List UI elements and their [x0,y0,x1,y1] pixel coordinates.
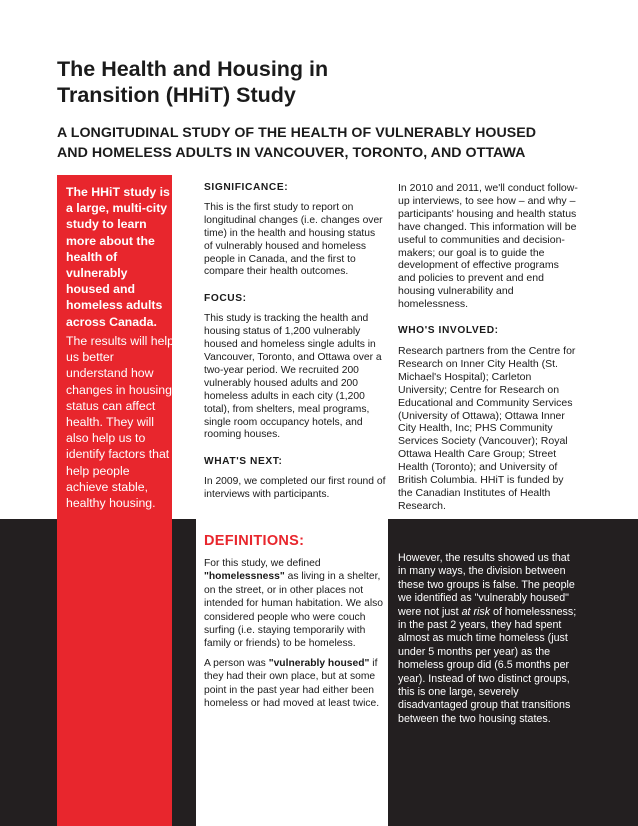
whos-involved-heading: WHO'S INVOLVED: [398,325,499,337]
whos-involved-text: Research partners from the Centre for Research on Inner City Health (St. Michael's Hospital); Carleton University; Centre for Research on Educational and Community Services (University of Ottawa); Ottawa Inner City Health, Inc; PHS Community Services Society (Vancouver); Royal Ottawa Health Care Group; Street Health (Toronto); and University of British Columbia. HHiT is funded by the Canadian Institutes of Health Research. [398,344,576,512]
sidebar-body-text: The results will help us better understand how changes in housing status can affect health. They will also help us to identify factors that help people achieve stable, healthy housing. [66,334,174,511]
middle-column [204,182,386,511]
def-term-vulnerably-housed: "vulnerably housed" [268,657,370,669]
results-after: of homelessness; in the past 2 years, they had spent almost as much time homeless (just under 5 months per year) as the homeless group did (6.5 months per year). Instead of two distinct groups, this is one large, severely disadvantaged group that transitions between the two housing states. [398,605,577,725]
definitions-right-text [398,552,580,726]
def-term-homelessness: "homelessness" [204,571,285,583]
focus-text: This study is tracking the health and housing status of 1,200 vulnerably housed and homeless single adults in Vancouver, Toronto, and Ottawa over a two-year period. We recruited 200 vulnerably housed adults and 200 homeless adults in each city (1,200 total), from shelters, meal programs, single room occupancy hotels, and rooming houses. [204,313,382,441]
whats-next-heading: WHAT'S NEXT: [204,456,283,468]
page-subtitle [57,124,617,163]
def-p2-before: A person was [204,657,269,669]
significance-heading: SIGNIFICANCE: [204,182,289,193]
sidebar-lead-text: The HHiT study is a large, multi-city study to learn more about the health of vulnerably housed and homeless adults across Canada. [66,185,170,329]
right-column [398,182,578,522]
definitions-left-text [204,557,387,716]
results-italic: at risk [461,605,491,618]
significance-text: This is the first study to report on longitudinal changes (i.e. changes over time) in the health and housing status of vulnerably housed and homeless people in Canada, and the first to compare their health outcomes. [204,201,383,278]
results-before: However, the results showed us that in many ways, the division between these two groups is false. The people we identified as "vulnerably housed" were not just [398,552,575,618]
definitions-heading: DEFINITIONS: [204,533,305,549]
focus-heading: FOCUS: [204,293,247,305]
title-line-1: The Health and Housing in [57,57,329,81]
page-title [57,56,597,108]
followup-text: In 2010 and 2011, we'll conduct follow-up interviews, to see how – and why – participants' housing and health status have changed. This information will be useful to communities and decision-makers; our goal is to guide the development of effective programs and policies to prevent and end housing vulnerability and homelessness. [398,182,578,311]
def-p2-after: if they had their own place, but at some point in the past year had either been homeless or had moved at least twice. [204,657,380,710]
results-paragraph [398,552,580,726]
subtitle-line-2: AND HOMELESS ADULTS IN VANCOUVER, TORONTO, AND OTTAWA [57,144,526,161]
def-p1-after: as living in a shelter, on the street, or in other places not intended for human habitation. We also considered people who were couch surfing (i.e. staying temporarily with family or friends) to be homeless. [204,571,383,650]
definition-vulnerably-housed [204,657,387,711]
definition-homelessness [204,557,387,651]
title-line-2: Transition (HHiT) Study [57,83,296,107]
whats-next-text: In 2009, we completed our first round of interviews with participants. [204,476,386,501]
subtitle-line-1: A LONGITUDINAL STUDY OF THE HEALTH OF VULNERABLY HOUSED [57,125,537,141]
def-p1-before: For this study, we defined [204,558,321,569]
